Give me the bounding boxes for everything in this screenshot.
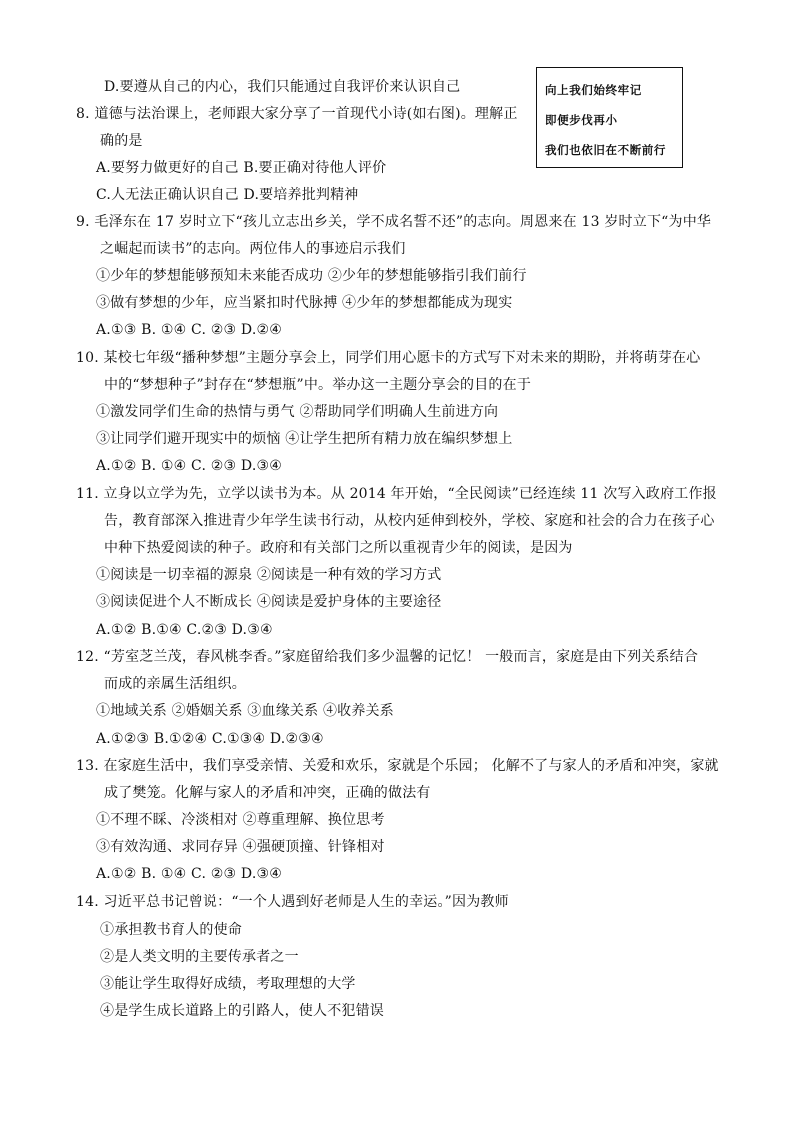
poem-line-3: 我们也依旧在不断前行 [545, 143, 666, 157]
q14-statement-3: ③能让学生取得好成绩，考取理想的大学 [100, 976, 356, 992]
q9-choices: A.①③ B. ①④ C. ②③ D.②④ [96, 322, 282, 338]
poem-line-1: 向上我们始终牢记 [545, 83, 642, 97]
q13-stem-line-2: 成了樊笼。化解与家人的矛盾和冲突，正确的做法有 [104, 785, 431, 801]
q13-choices: A.①② B. ①④ C. ②③ D.③④ [96, 866, 282, 882]
q9-statements-row-1: ①少年的梦想能够预知未来能否成功 ②少年的梦想能够指引我们前行 [96, 268, 527, 284]
q14-statement-2: ②是人类文明的主要传承者之一 [100, 949, 299, 965]
q9-stem-line-1: 9. 毛泽东在 17 岁时立下“孩儿立志出乡关，学不成名誓不还”的志向。周恩来在 13 岁时立下“为中华 [76, 214, 712, 230]
q14-stem: 14. 习近平总书记曾说：“一个人遇到好老师是人生的幸运。”因为教师 [76, 894, 509, 910]
q11-stem-line-2: 告，教育部深入推进青少年学生读书行动，从校内延伸到校外，学校、家庭和社会的合力在孩子心 [104, 513, 715, 529]
q8-stem-line-2: 确的是 [100, 133, 143, 149]
q12-choices: A.①②③ B.①②④ C.①③④ D.②③④ [96, 731, 324, 747]
q12-statements: ①地域关系 ②婚姻关系 ③血缘关系 ④收养关系 [96, 703, 394, 719]
q9-statements-row-2: ③做有梦想的少年，应当紧扣时代脉搏 ④少年的梦想都能成为现实 [96, 295, 513, 311]
q11-statements-row-1: ①阅读是一切幸福的源泉 ②阅读是一种有效的学习方式 [96, 567, 442, 583]
q7-option-d: D.要遵从自己的内心，我们只能通过自我评价来认识自己 [104, 79, 461, 95]
q8-options-row-1: A.要努力做更好的自己 B.要正确对待他人评价 [96, 160, 387, 176]
poem-box [536, 67, 683, 168]
q10-stem-line-2: 中的“梦想种子”封存在“梦想瓶”中。举办这一主题分享会的目的在于 [104, 377, 532, 393]
q13-statements-row-1: ①不理不睬、冷淡相对 ②尊重理解、换位思考 [96, 812, 385, 828]
q14-statement-4: ④是学生成长道路上的引路人，使人不犯错误 [100, 1003, 384, 1019]
q9-stem-line-2: 之崛起而读书”的志向。两位伟人的事迹启示我们 [100, 241, 406, 257]
q12-stem-line-2: 而成的亲属生活组织。 [104, 676, 246, 692]
q11-statements-row-2: ③阅读促进个人不断成长 ④阅读是爱护身体的主要途径 [96, 594, 442, 610]
q13-statements-row-2: ③有效沟通、求同存异 ④强硬顶撞、针锋相对 [96, 839, 385, 855]
q10-statements-row-1: ①激发同学们生命的热情与勇气 ②帮助同学们明确人生前进方向 [96, 404, 499, 420]
q8-stem-line-1: 8. 道德与法治课上，老师跟大家分享了一首现代小诗(如右图)。理解正 [76, 106, 518, 122]
q11-stem-line-3: 中种下热爱阅读的种子。政府和有关部门之所以重视青少年的阅读，是因为 [104, 540, 573, 556]
q10-choices: A.①② B. ①④ C. ②③ D.③④ [96, 458, 282, 474]
q14-statement-1: ①承担教书育人的使命 [100, 922, 242, 938]
q13-stem-line-1: 13. 在家庭生活中，我们享受亲情、关爱和欢乐，家就是个乐园； 化解不了与家人的矛盾和冲突，家就 [76, 758, 719, 774]
poem-line-2: 即便步伐再小 [545, 113, 618, 127]
q10-statements-row-2: ③让同学们避开现实中的烦恼 ④让学生把所有精力放在编织梦想上 [96, 431, 513, 447]
q10-stem-line-1: 10. 某校七年级“播种梦想”主题分享会上，同学们用心愿卡的方式写下对未来的期盼，并将萌芽在心 [76, 350, 701, 366]
q11-choices: A.①② B.①④ C.②③ D.③④ [96, 622, 273, 638]
q8-options-row-2: C.人无法正确认识自己 D.要培养批判精神 [96, 187, 359, 203]
q12-stem-line-1: 12. “芳室芝兰茂，春风桃李香。”家庭留给我们多少温馨的记忆！ 一般而言，家庭是由下列关系结合 [76, 649, 699, 665]
q11-stem-line-1: 11. 立身以立学为先，立学以读书为本。从 2014 年开始，“全民阅读”已经连续 11 次写入政府工作报 [76, 486, 717, 502]
